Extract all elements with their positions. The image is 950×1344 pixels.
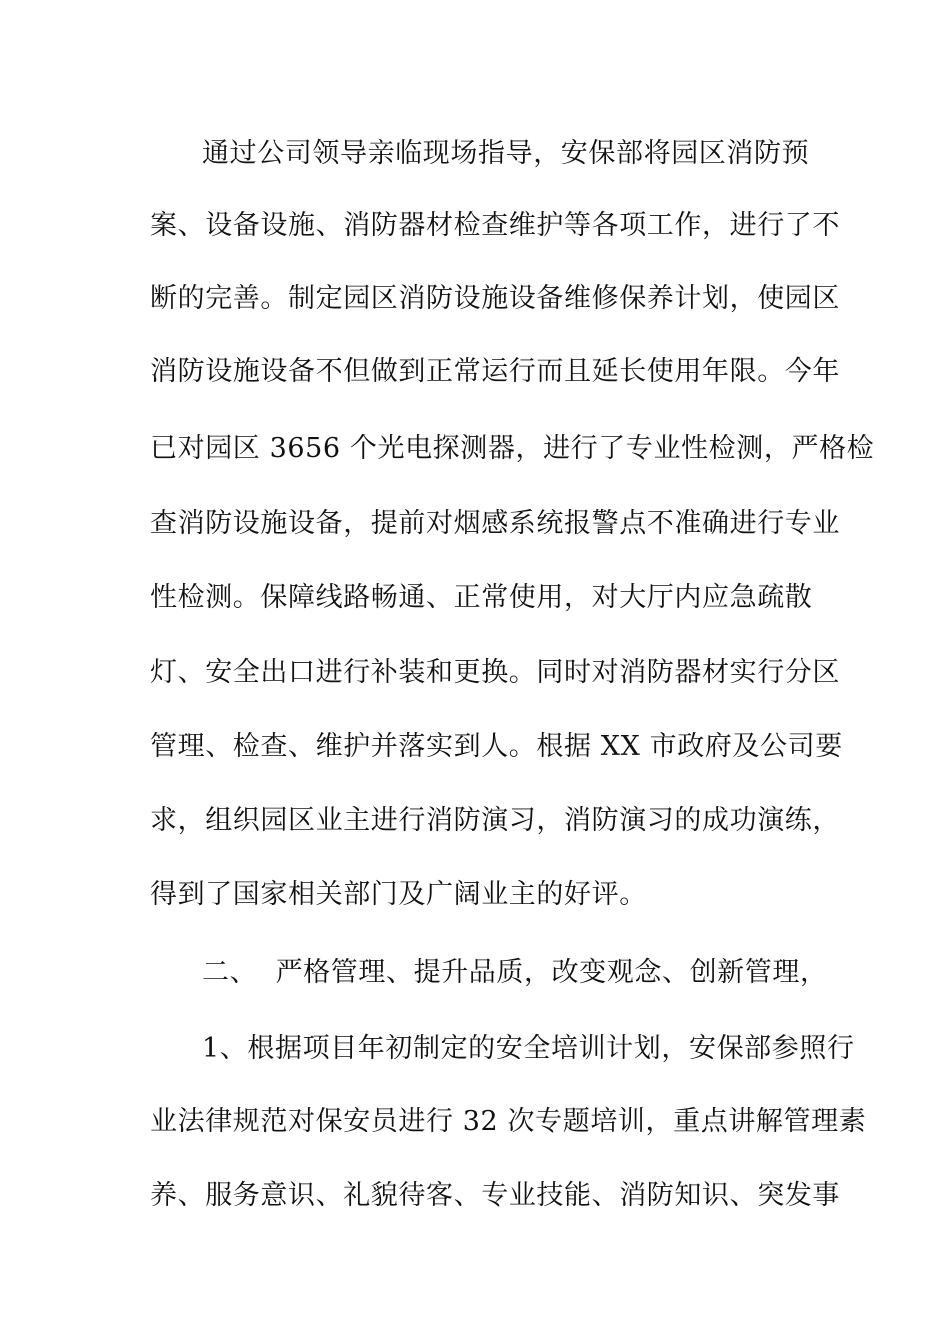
paragraph-line: 管理、检查、维护并落实到人。根据 XX 市政府及公司要 <box>150 731 843 762</box>
paragraph-line: 1、根据项目年初制定的安全培训计划，安保部参照行 <box>202 1033 855 1064</box>
paragraph-line: 通过公司领导亲临现场指导，安保部将园区消防预 <box>202 138 810 169</box>
section-heading: 二、 严格管理、提升品质，改变观念、创新管理， <box>202 957 828 988</box>
paragraph-line: 得到了国家相关部门及广阔业主的好评。 <box>150 879 647 910</box>
paragraph-line: 已对园区 3656 个光电探测器，进行了专业性检测，严格检 <box>150 433 875 464</box>
paragraph-line: 案、设备设施、消防器材检查维护等各项工作，进行了不 <box>150 210 840 241</box>
paragraph-line: 灯、安全出口进行补装和更换。同时对消防器材实行分区 <box>150 657 840 688</box>
paragraph-line: 查消防设施设备，提前对烟感系统报警点不准确进行专业 <box>150 508 840 539</box>
paragraph-line: 断的完善。制定园区消防设施设备维修保养计划，使园区 <box>150 283 840 314</box>
paragraph-line: 养、服务意识、礼貌待客、专业技能、消防知识、突发事 <box>150 1180 840 1211</box>
paragraph-line: 求，组织园区业主进行消防演习，消防演习的成功演练， <box>150 805 840 836</box>
paragraph-line: 消防设施设备不但做到正常运行而且延长使用年限。今年 <box>150 356 840 387</box>
paragraph-line: 性检测。保障线路畅通、正常使用，对大厅内应急疏散 <box>150 582 813 613</box>
paragraph-line: 业法律规范对保安员进行 32 次专题培训，重点讲解管理素 <box>150 1106 867 1137</box>
